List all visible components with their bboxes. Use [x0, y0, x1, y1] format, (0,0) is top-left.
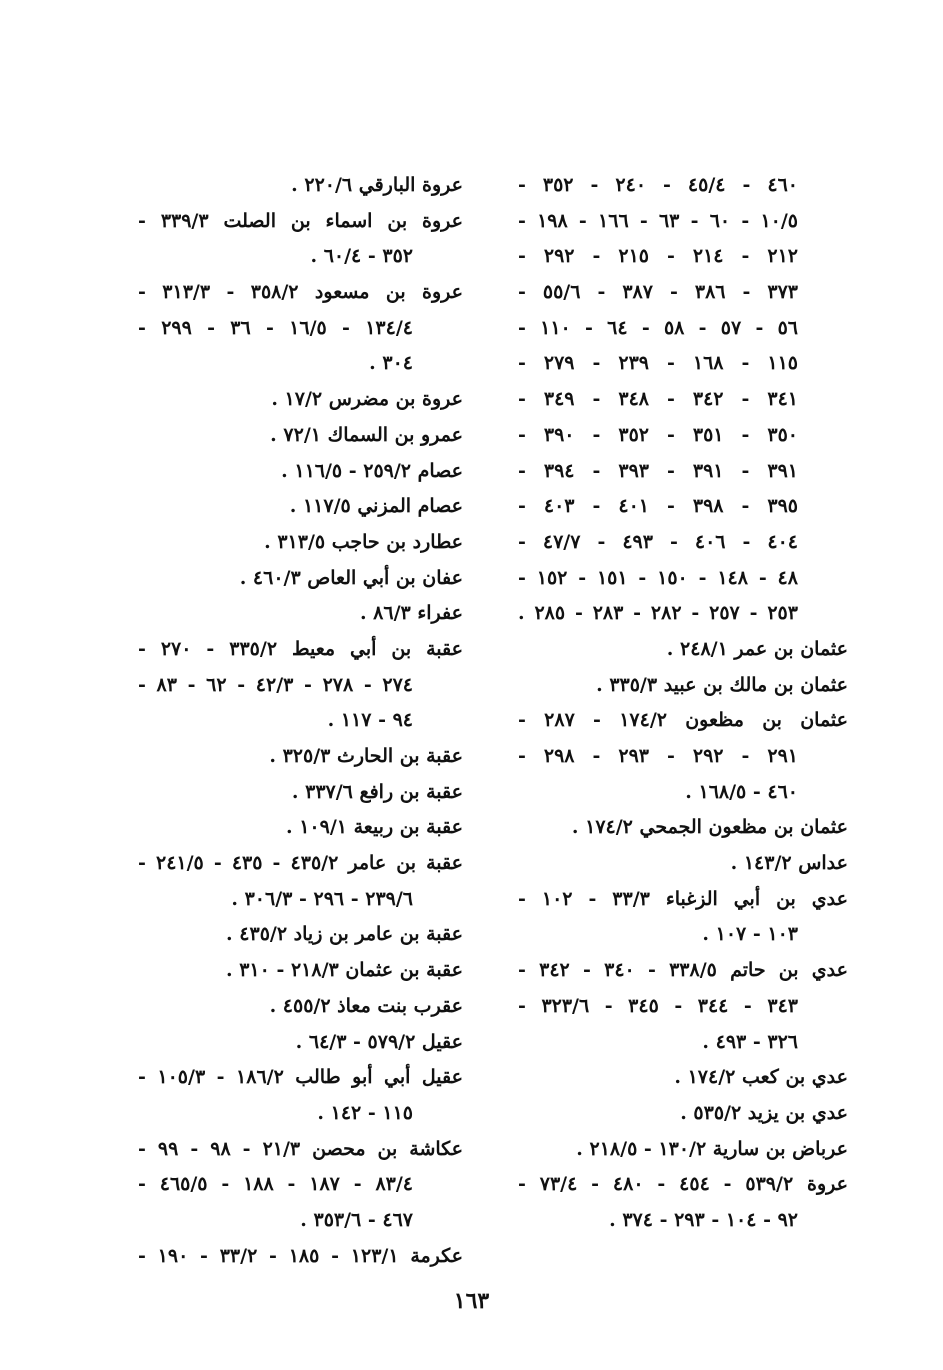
- index-entry-continuation: ٤٠٤ - ٤٠٦ - ٤٩٣ - ٤٧/٧ -: [518, 530, 798, 553]
- index-entry: عقبة بن الحارث ٣٢٥/٣ .: [269, 745, 463, 767]
- index-entry-continuation: ٣٤١ - ٣٤٢ - ٣٤٨ - ٣٤٩ -: [518, 388, 798, 411]
- index-entry-continuation: ٤٨ - ١٤٨ - ١٥٠ - ١٥١ - ١٥٢ -: [518, 566, 798, 589]
- index-entry-continuation: ٢١٢ - ٢١٤ - ٢١٥ - ٢٩٢ -: [518, 245, 798, 268]
- index-entry: عدي بن يزيد ٥٣٥/٢ .: [680, 1101, 848, 1124]
- index-entry-continuation: ١١٥ - ١٦٨ - ٢٣٩ - ٢٧٩ -: [518, 352, 798, 375]
- index-column-right: [518, 168, 848, 1239]
- index-entry-continuation: ٣٢٦ - ٤٩٣ .: [702, 1030, 798, 1053]
- index-entry: عروة بن مسعود ٣٥٨/٢ - ٣١٣/٣ -: [138, 281, 463, 304]
- index-entry: عقبة بن عثمان ٢١٨/٣ - ٣١٠ .: [225, 959, 463, 982]
- index-entry-continuation: ٤٦٠ - ١٦٨/٥ .: [685, 780, 798, 803]
- index-entry: عقرب بنت معاذ ٤٥٥/٢ .: [269, 994, 463, 1017]
- index-entry-continuation: ٣٤٣ - ٣٤٤ - ٣٤٥ - ٣٢٣/٦ -: [518, 994, 798, 1017]
- index-entry: عقيل ٥٧٩/٢ - ٦٤/٣ .: [295, 1030, 463, 1053]
- index-entry: عطارد بن حاجب ٣١٣/٥ .: [264, 530, 463, 553]
- index-entry-continuation: ٤٦٠ - ٤٥/٤ - ٢٤٠ - ٣٥٢ -: [518, 174, 798, 196]
- index-entry: عقبة بن عامر ٤٣٥/٢ - ٤٣٥ - ٢٤١/٥ -: [138, 852, 463, 875]
- index-entry-continuation: ٩٤ - ١١٧ .: [327, 709, 413, 732]
- index-entry-continuation: ١٠/٥ - ٦٠ - ٦٣ - ١٦٦ - ١٩٨ -: [518, 209, 798, 232]
- index-column-left: [138, 168, 463, 1274]
- index-entry: عقبة بن ربيعة ١٠٩/١ .: [285, 816, 463, 839]
- index-entry: عداس ١٤٣/٢ .: [730, 852, 848, 875]
- index-entry-continuation: ٣٠٤ .: [369, 352, 413, 375]
- index-entry-continuation: ٣٥٠ - ٣٥١ - ٣٥٢ - ٣٩٠ -: [518, 423, 798, 446]
- index-entry: عثمان بن عمر ٢٤٨/١ .: [666, 637, 848, 660]
- index-entry-continuation: ٢٩١ - ٢٩٢ - ٢٩٣ - ٢٩٨ -: [518, 745, 798, 767]
- index-entry: عفان بن أبي العاص ٤٦٠/٣ .: [239, 566, 463, 589]
- index-entry: عكرمة ١٢٣/١ - ١٨٥ - ٣٣/٢ - ١٩٠ -: [138, 1244, 463, 1267]
- index-entry-continuation: ١٣٤/٤ - ١٦/٥ - ٣٦ - ٢٩٩ -: [138, 316, 413, 339]
- index-entry: عقبة بن أبي معيط ٣٣٥/٢ - ٢٧٠ -: [138, 637, 463, 660]
- index-entry: عصام ٢٥٩/٢ - ١١٦/٥ .: [281, 459, 463, 482]
- index-entry-continuation: ٤٦٧ - ٣٥٣/٦ .: [300, 1208, 413, 1231]
- index-entry: عقبة بن عامر بن زياد ٤٣٥/٢ .: [226, 923, 463, 946]
- index-entry: عروة البارقي ٢٢٠/٦ .: [291, 174, 463, 196]
- index-entry-continuation: ٨٣/٤ - ١٨٧ - ١٨٨ - ٤٦٥/٥ -: [138, 1173, 413, 1196]
- index-entry: عقبة بن رافع ٣٣٧/٦ .: [291, 780, 463, 803]
- index-entry-continuation: ٢٥٣ - ٢٥٧ - ٢٨٢ - ٢٨٣ - ٢٨٥ .: [518, 602, 798, 625]
- index-entry: عفراء ٨٦/٣ .: [359, 602, 463, 625]
- index-entry: عقيل أبي أبو طالب ١٨٦/٢ - ١٠٥/٣ -: [138, 1066, 463, 1089]
- index-entry-continuation: ٥٦ - ٥٧ - ٥٨ - ٦٤ - ١١٠ -: [518, 316, 799, 339]
- index-entry-continuation: ١٠٣ - ١٠٧ .: [702, 923, 798, 946]
- index-entry: عرباض بن سارية ١٣٠/٢ - ٢١٨/٥ .: [576, 1137, 848, 1160]
- index-entry: عدي بن أبي الزغباء ٣٣/٣ - ١٠٢ -: [518, 887, 848, 910]
- index-entry: عمرو بن السماك ٧٢/١ .: [270, 423, 463, 446]
- index-entry: عدي بن حاتم ٣٣٨/٥ - ٣٤٠ - ٣٤٢ -: [518, 959, 848, 982]
- index-entry-continuation: ٣٧٣ - ٣٨٦ - ٣٨٧ - ٥٥/٦ -: [518, 281, 798, 304]
- index-entry: عصام المزني ١١٧/٥ .: [289, 495, 463, 518]
- index-entry: عكاشة بن محصن ٢١/٣ - ٩٨ - ٩٩ -: [138, 1137, 463, 1160]
- page-number: ١٦٣: [453, 1288, 490, 1314]
- index-entry-continuation: ٣٩٥ - ٣٩٨ - ٤٠١ - ٤٠٣ -: [518, 495, 798, 518]
- index-entry-continuation: ٣٥٢ - ٦٠/٤ .: [310, 245, 413, 268]
- index-entry: عروة بن اسماء بن الصلت ٣٣٩/٣ -: [138, 209, 463, 232]
- index-entry: عروة ٥٣٩/٢ - ٤٥٤ - ٤٨٠ - ٧٣/٤ -: [518, 1173, 848, 1196]
- index-entry-continuation: ١١٥ - ١٤٢ .: [317, 1101, 413, 1124]
- index-entry-continuation: ٢٣٩/٦ - ٢٩٦ - ٣٠٦/٣ .: [231, 887, 413, 910]
- index-entry: عثمان بن مظعون ١٧٤/٢ - ٢٨٧ -: [518, 709, 848, 732]
- index-entry-continuation: ٣٩١ - ٣٩١ - ٣٩٣ - ٣٩٤ -: [518, 459, 798, 482]
- index-entry-continuation: ٩٢ - ١٠٤ - ٢٩٣ - ٣٧٤ .: [609, 1208, 798, 1231]
- index-entry-continuation: ٢٧٤ - ٢٧٨ - ٤٢/٣ - ٦٢ - ٨٣ -: [138, 673, 414, 696]
- index-entry: عثمان بن مالك بن عبيد ٣٣٥/٣ .: [596, 673, 848, 696]
- index-entry: عروة بن مضرس ١٧/٢ .: [271, 388, 463, 411]
- index-entry: عثمان بن مظعون الجمحي ١٧٤/٢ .: [571, 816, 848, 839]
- index-entry: عدي بن كعب ١٧٤/٢ .: [674, 1066, 848, 1089]
